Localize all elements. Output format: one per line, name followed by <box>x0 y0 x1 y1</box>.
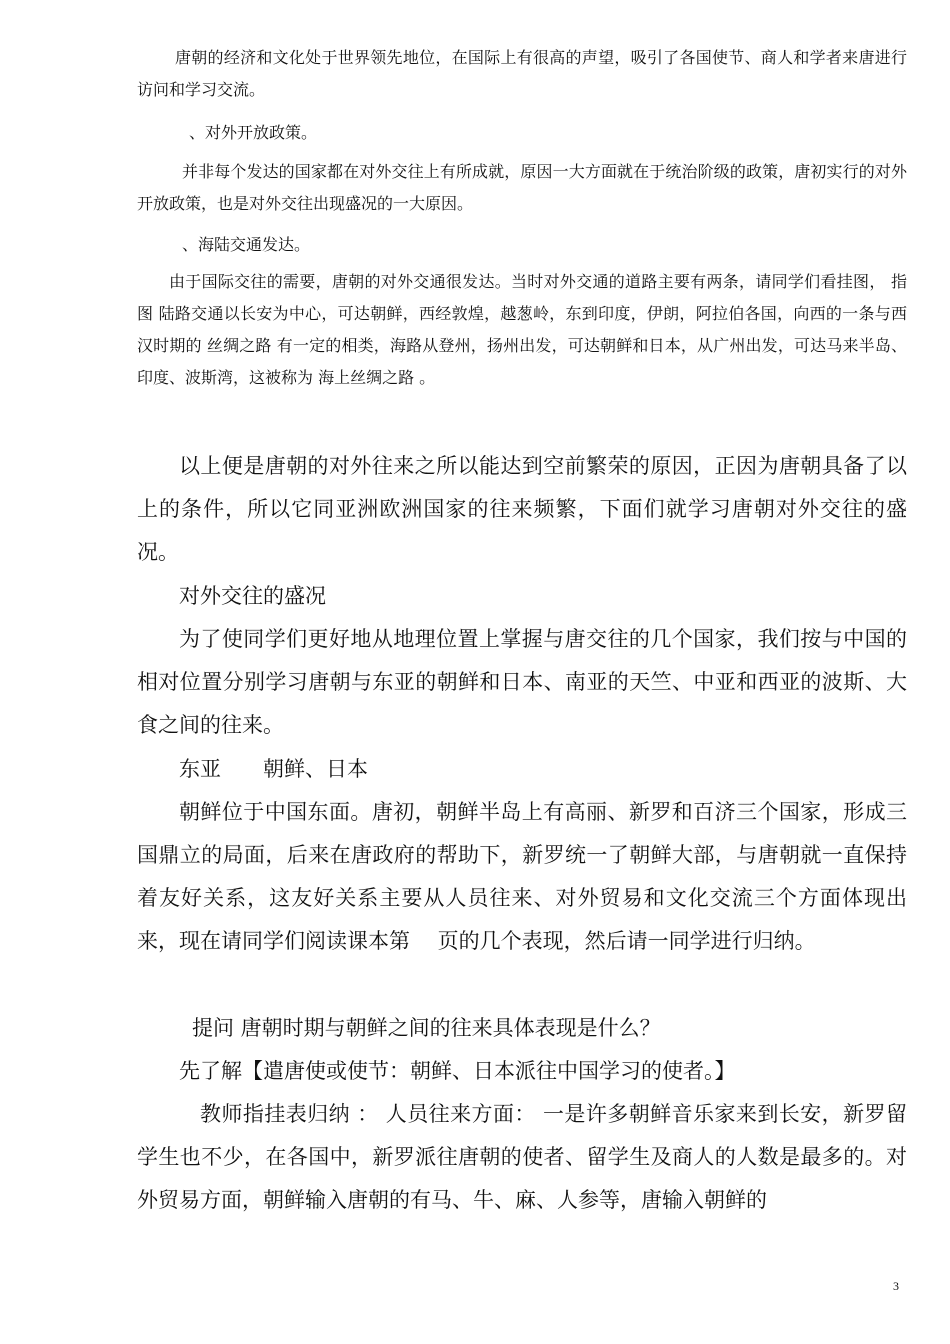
question: 提问 唐朝时期与朝鲜之间的往来具体表现是什么？ <box>192 1016 661 1040</box>
heading-open-policy: 、对外开放政策。 <box>189 123 318 142</box>
definition-envoy: 先了解【遣唐使或使节：朝鲜、日本派往中国学习的使者。】 <box>179 1059 736 1083</box>
paragraph-1: 唐朝的经济和文化处于世界领先地位，在国际上有很高的声望，吸引了各国使节、商人和学者来唐进行访问和学习交流。 <box>137 48 907 99</box>
paragraph-5: 为了使同学们更好地从地理位置上掌握与唐交往的几个国家，我们按与中国的相对位置分别学习唐朝与东亚的朝鲜和日本、南亚的天竺、中亚和西亚的波斯、大食之间的往来。 <box>137 627 907 737</box>
heading-prosperity: 对外交往的盛况 <box>179 584 326 608</box>
paragraph-3: 由于国际交往的需要，唐朝的对外交通很发达。当时对外交通的道路主要有两条，请同学们看挂图， 指图 陆路交通以长安为中心，可达朝鲜，西经敦煌，越葱岭，东到印度，伊朗，阿拉伯各国，向西的一条与西汉时期的 丝绸之路 有一定的相类，海路从登州，扬州出发，可达朝鲜和日本，从广州出发，可达马来半岛、印度、波斯湾，这被称为 海上丝绸之路 。 <box>137 272 907 387</box>
heading-transport: 、海陆交通发达。 <box>182 235 311 254</box>
paragraph-2: 并非每个发达的国家都在对外交往上有所成就，原因一大方面就在于统治阶级的政策，唐初实行的对外开放政策，也是对外交往出现盛况的一大原因。 <box>137 162 907 213</box>
page-number: 3 <box>893 1279 899 1293</box>
paragraph-4: 以上便是唐朝的对外往来之所以能达到空前繁荣的原因，正因为唐朝具备了以上的条件，所以它同亚洲欧洲国家的往来频繁，下面们就学习唐朝对外交往的盛况。 <box>137 454 907 564</box>
paragraph-7: 教师指挂表归纳 ： 人员往来方面： 一是许多朝鲜音乐家来到长安，新罗留学生也不少，在各国中，新罗派往唐朝的使者、留学生及商人的人数是最多的。对外贸易方面，朝鲜输入唐朝的有马、牛、麻、人参等，唐输入朝鲜的 <box>137 1102 907 1212</box>
heading-east-asia: 东亚 朝鲜、日本 <box>179 757 368 781</box>
paragraph-6: 朝鲜位于中国东面。唐初，朝鲜半岛上有高丽、新罗和百济三个国家，形成三国鼎立的局面，后来在唐政府的帮助下，新罗统一了朝鲜大部，与唐朝就一直保持着友好关系，这友好关系主要从人员往来、对外贸易和文化交流三个方面体现出来，现在请同学们阅读课本第 页的几个表现，然后请一同学进行归纳。 <box>137 800 907 953</box>
